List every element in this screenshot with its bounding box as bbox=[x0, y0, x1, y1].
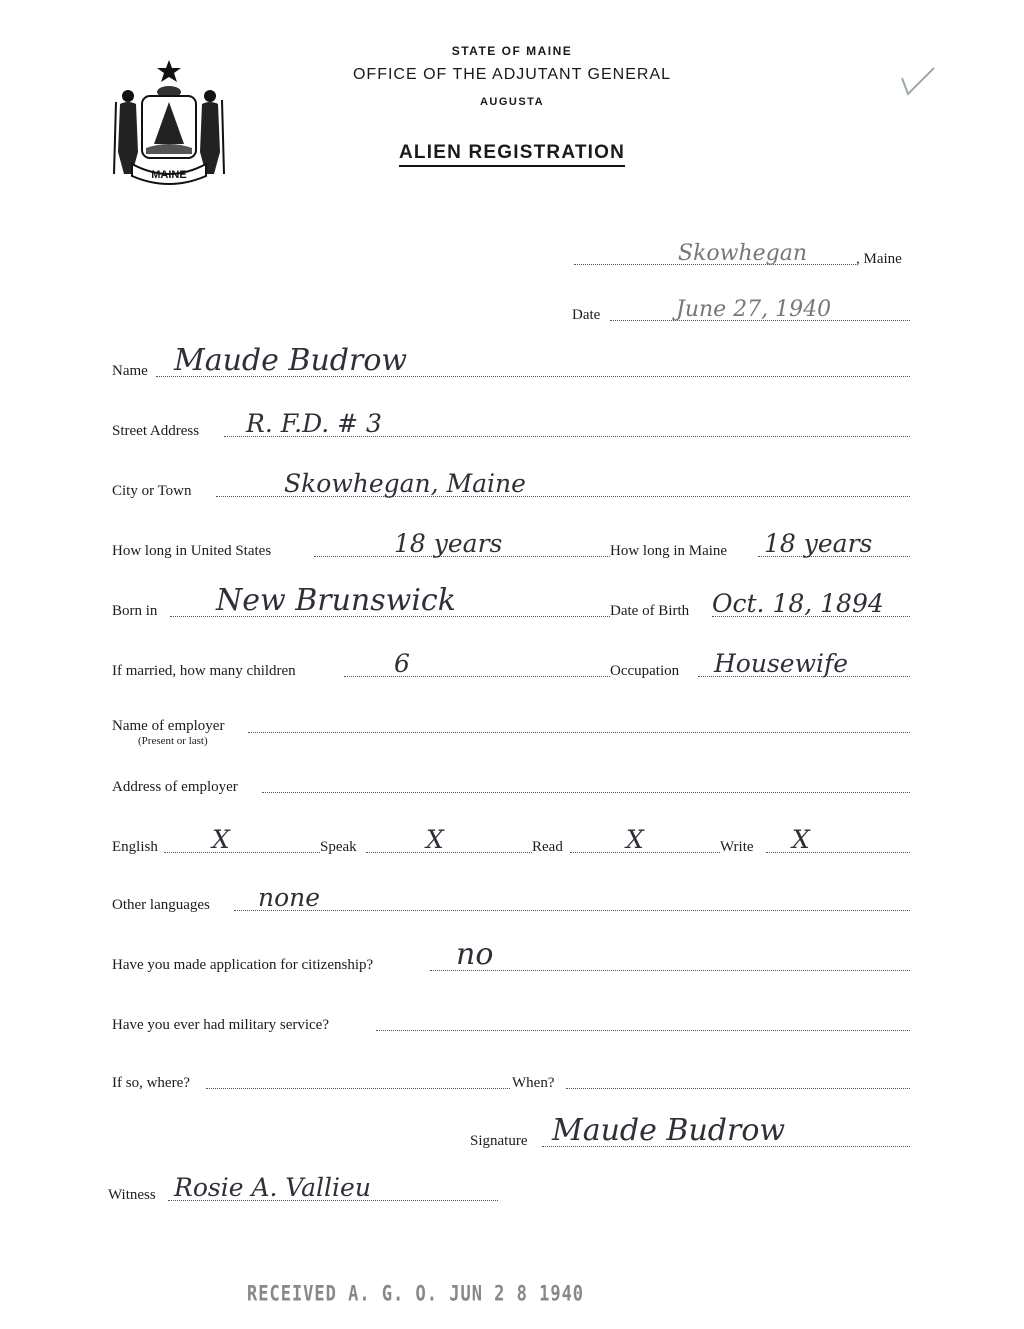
speak-label: Speak bbox=[320, 839, 357, 855]
date-row bbox=[572, 298, 914, 324]
where-when-row bbox=[112, 1066, 912, 1092]
city-label: City or Town bbox=[112, 483, 192, 499]
form-title bbox=[0, 142, 1024, 164]
name-label: Name bbox=[112, 363, 148, 379]
where-label: If so, where? bbox=[112, 1075, 190, 1091]
english-value: X bbox=[212, 825, 230, 854]
street-value: R. F.D. # 3 bbox=[246, 409, 382, 438]
write-label: Write bbox=[720, 839, 754, 855]
occupation-value: Housewife bbox=[714, 649, 849, 678]
employer-address-row bbox=[112, 770, 912, 796]
birth-row bbox=[112, 583, 912, 620]
witness-label: Witness bbox=[108, 1187, 156, 1203]
signature-label: Signature bbox=[470, 1133, 528, 1149]
witness-row bbox=[108, 1173, 502, 1204]
form-title-text: ALIEN REGISTRATION bbox=[399, 142, 625, 167]
children-value: 6 bbox=[394, 649, 410, 678]
check-mark-icon bbox=[898, 62, 938, 98]
location-row bbox=[570, 242, 916, 268]
english-row bbox=[112, 825, 912, 856]
military-row bbox=[112, 1008, 912, 1034]
born-in-label: Born in bbox=[112, 603, 158, 619]
received-stamp: RECEIVED A. G. O. JUN 2 8 1940 bbox=[247, 1281, 585, 1307]
citizenship-row bbox=[112, 937, 912, 974]
write-value: X bbox=[792, 825, 810, 854]
street-label: Street Address bbox=[112, 423, 200, 439]
dob-value: Oct. 18, 1894 bbox=[712, 589, 884, 618]
us-duration-label: How long in United States bbox=[112, 543, 272, 559]
city-value: Skowhegan, Maine bbox=[284, 469, 526, 498]
employer-sublabel: (Present or last) bbox=[138, 735, 208, 747]
employer-row bbox=[112, 712, 912, 750]
other-languages-row bbox=[112, 883, 912, 914]
children-label: If married, how many children bbox=[112, 663, 296, 679]
employer-label bbox=[112, 718, 224, 747]
us-duration-value: 18 years bbox=[394, 529, 503, 558]
duration-row bbox=[112, 529, 912, 560]
header-city: AUGUSTA bbox=[479, 96, 545, 108]
other-languages-label: Other languages bbox=[112, 897, 210, 913]
maine-duration-label: How long in Maine bbox=[610, 543, 728, 559]
read-value: X bbox=[626, 825, 644, 854]
dob-label: Date of Birth bbox=[610, 603, 690, 619]
speak-value: X bbox=[426, 825, 444, 854]
header-office: OFFICE OF THE ADJUTANT GENERAL bbox=[352, 66, 672, 83]
english-label: English bbox=[112, 839, 158, 855]
when-label: When? bbox=[512, 1075, 555, 1091]
other-languages-value: none bbox=[258, 883, 321, 912]
military-label: Have you ever had military service? bbox=[112, 1017, 329, 1033]
citizenship-label: Have you made application for citizenship? bbox=[112, 957, 374, 973]
signature-value: Maude Budrow bbox=[552, 1113, 786, 1148]
employer-label-text: Name of employer bbox=[112, 718, 225, 734]
maine-duration-value: 18 years bbox=[764, 529, 873, 558]
signature-row bbox=[470, 1113, 912, 1150]
date-value: June 27, 1940 bbox=[676, 297, 832, 322]
witness-value: Rosie A. Vallieu bbox=[174, 1173, 371, 1202]
born-in-value: New Brunswick bbox=[216, 583, 456, 618]
date-label: Date bbox=[572, 307, 601, 323]
seal-text: MAINE bbox=[151, 169, 187, 181]
location-label: , Maine bbox=[856, 251, 902, 267]
occupation-label: Occupation bbox=[610, 663, 680, 679]
location-value: Skowhegan bbox=[678, 241, 808, 266]
children-row bbox=[112, 649, 912, 680]
employer-address-label: Address of employer bbox=[112, 779, 238, 795]
name-value: Maude Budrow bbox=[174, 343, 408, 378]
header-state: STATE OF MAINE bbox=[451, 44, 573, 58]
read-label: Read bbox=[532, 839, 563, 855]
citizenship-value: no bbox=[456, 937, 494, 972]
street-row bbox=[112, 409, 912, 440]
name-row bbox=[112, 343, 912, 380]
city-row bbox=[112, 469, 912, 500]
